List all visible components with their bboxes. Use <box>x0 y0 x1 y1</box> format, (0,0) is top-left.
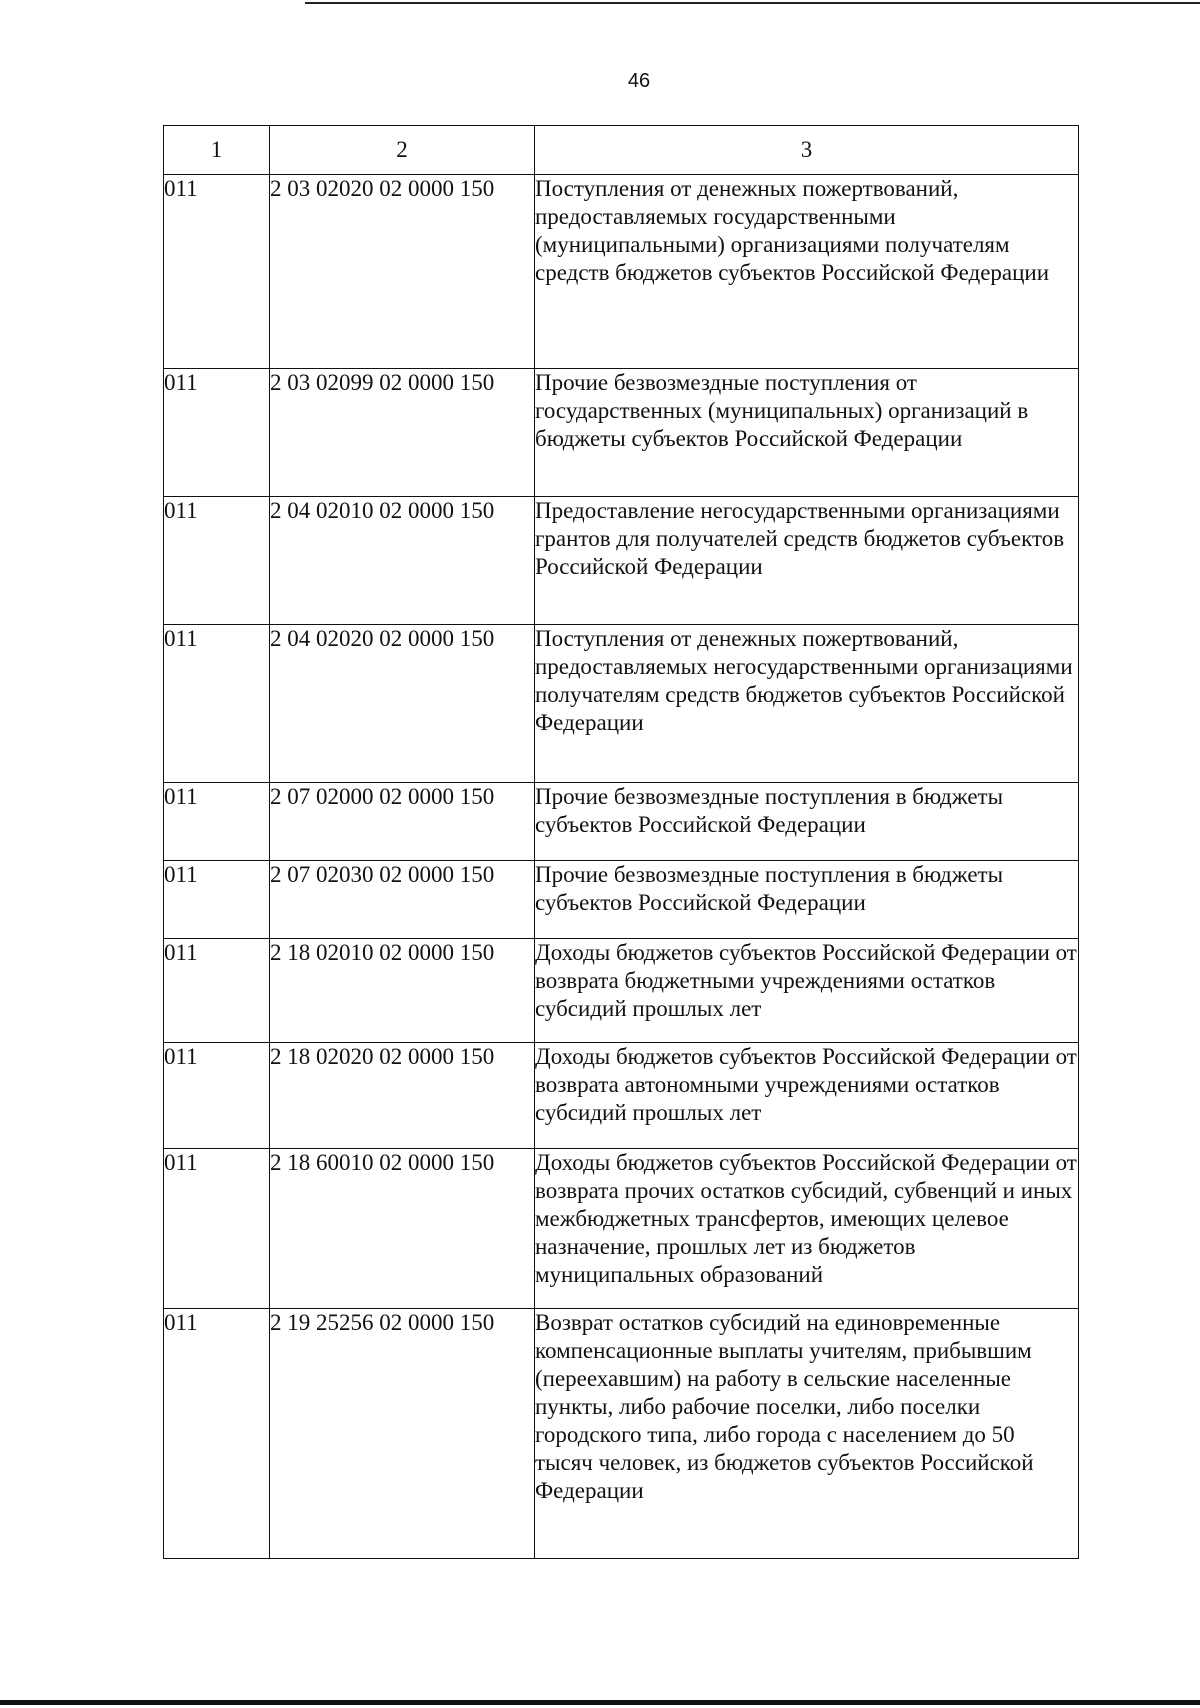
admin-code-cell: 011 <box>164 1043 270 1149</box>
revenue-code-cell: 2 07 02030 02 0000 150 <box>270 861 535 939</box>
bottom-scan-rule <box>0 1700 1200 1705</box>
admin-code-cell: 011 <box>164 1149 270 1309</box>
description-cell: Прочие безвозмездные поступления от государственных (муниципальных) организаций в бюджеты субъектов Российской Федерации <box>535 369 1079 497</box>
description-cell: Прочие безвозмездные поступления в бюджеты субъектов Российской Федерации <box>535 783 1079 861</box>
table-row <box>164 175 1079 369</box>
table-row <box>164 1309 1079 1559</box>
revenue-code-cell: 2 19 25256 02 0000 150 <box>270 1309 535 1559</box>
description-cell: Возврат остатков субсидий на единовременные компенсационные выплаты учителям, прибывшим (переехавшим) на работу в сельские населенные пункты, либо рабочие поселки, либо поселки городского типа, либо города с населением до 50 тысяч человек, из бюджетов субъектов Российской Федерации <box>535 1309 1079 1559</box>
description-cell: Предоставление негосударственными организациями грантов для получателей средств бюджетов субъектов Российской Федерации <box>535 497 1079 625</box>
admin-code-cell: 011 <box>164 939 270 1043</box>
table-row <box>164 939 1079 1043</box>
top-scan-rule <box>305 2 1200 4</box>
revenue-code-cell: 2 18 02020 02 0000 150 <box>270 1043 535 1149</box>
description-cell: Доходы бюджетов субъектов Российской Федерации от возврата прочих остатков субсидий, субвенций и иных межбюджетных трансфертов, имеющих целевое назначение, прошлых лет из бюджетов муниципальных образований <box>535 1149 1079 1309</box>
column-header: 2 <box>270 126 535 175</box>
admin-code-cell: 011 <box>164 783 270 861</box>
description-cell: Доходы бюджетов субъектов Российской Федерации от возврата бюджетными учреждениями остатков субсидий прошлых лет <box>535 939 1079 1043</box>
table-header-row <box>164 126 1079 175</box>
table-row <box>164 1149 1079 1309</box>
table-row <box>164 861 1079 939</box>
table-row <box>164 497 1079 625</box>
admin-code-cell: 011 <box>164 369 270 497</box>
column-header: 3 <box>535 126 1079 175</box>
revenue-code-cell: 2 04 02010 02 0000 150 <box>270 497 535 625</box>
table-row <box>164 369 1079 497</box>
page-number: 46 <box>627 70 651 92</box>
revenue-code-cell: 2 04 02020 02 0000 150 <box>270 625 535 783</box>
column-header: 1 <box>164 126 270 175</box>
admin-code-cell: 011 <box>164 625 270 783</box>
description-cell: Поступления от денежных пожертвований, предоставляемых государственными (муниципальными) организациями получателям средств бюджетов субъектов Российской Федерации <box>535 175 1079 369</box>
table-row <box>164 1043 1079 1149</box>
admin-code-cell: 011 <box>164 861 270 939</box>
admin-code-cell: 011 <box>164 497 270 625</box>
revenue-codes-table <box>163 125 1079 1559</box>
revenue-code-cell: 2 18 60010 02 0000 150 <box>270 1149 535 1309</box>
description-cell: Доходы бюджетов субъектов Российской Федерации от возврата автономными учреждениями остатков субсидий прошлых лет <box>535 1043 1079 1149</box>
revenue-code-cell: 2 07 02000 02 0000 150 <box>270 783 535 861</box>
description-cell: Прочие безвозмездные поступления в бюджеты субъектов Российской Федерации <box>535 861 1079 939</box>
description-cell: Поступления от денежных пожертвований, предоставляемых негосударственными организациями получателям средств бюджетов субъектов Российской Федерации <box>535 625 1079 783</box>
revenue-code-cell: 2 03 02020 02 0000 150 <box>270 175 535 369</box>
table-row <box>164 783 1079 861</box>
revenue-code-cell: 2 03 02099 02 0000 150 <box>270 369 535 497</box>
admin-code-cell: 011 <box>164 175 270 369</box>
admin-code-cell: 011 <box>164 1309 270 1559</box>
table-row <box>164 625 1079 783</box>
revenue-code-cell: 2 18 02010 02 0000 150 <box>270 939 535 1043</box>
